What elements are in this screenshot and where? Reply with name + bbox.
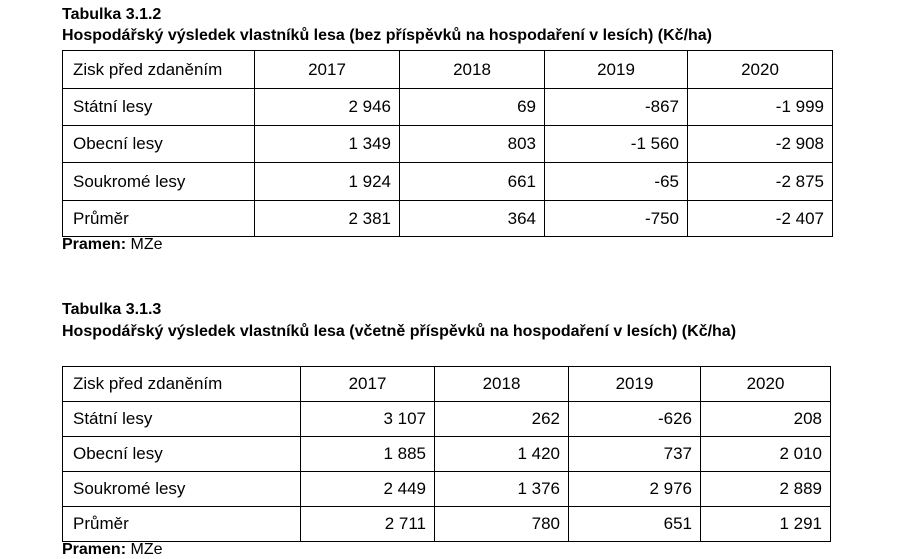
table2-header-cell: 2017: [301, 367, 435, 402]
row-label: Obecní lesy: [63, 126, 255, 163]
table-cell: -2 908: [688, 126, 833, 163]
table-row: [63, 201, 833, 237]
table1-header-cell: 2017: [255, 51, 400, 89]
table-cell: -626: [569, 402, 701, 437]
table1-title: Hospodářský výsledek vlastníků lesa (bez příspěvků na hospodaření v lesích) (Kč/ha): [62, 27, 713, 44]
row-label: Obecní lesy: [63, 437, 301, 472]
table-row: [63, 507, 831, 542]
table-cell: 3 107: [301, 402, 435, 437]
table-row: [63, 402, 831, 437]
table-cell: 1 349: [255, 126, 400, 163]
row-label: Průměr: [63, 201, 255, 237]
table-cell: 737: [569, 437, 701, 472]
table-cell: 2 381: [255, 201, 400, 237]
row-label: Soukromé lesy: [63, 472, 301, 507]
table-cell: -750: [545, 201, 688, 237]
table-cell: 803: [400, 126, 545, 163]
table-cell: -1 560: [545, 126, 688, 163]
table2-header-cell: Zisk před zdaněním: [63, 367, 301, 402]
table-cell: 1 420: [435, 437, 569, 472]
table-cell: 1 376: [435, 472, 569, 507]
table-cell: 208: [701, 402, 831, 437]
table-cell: 2 976: [569, 472, 701, 507]
table1-header-cell: 2019: [545, 51, 688, 89]
table-row: [63, 437, 831, 472]
table-cell: -1 999: [688, 89, 833, 126]
table-cell: 262: [435, 402, 569, 437]
table-cell: 364: [400, 201, 545, 237]
table2-label: Tabulka 3.1.3: [62, 301, 162, 318]
table2: [62, 366, 831, 542]
table2-header-row: [63, 367, 831, 402]
table-cell: -65: [545, 163, 688, 201]
table-cell: 1 885: [301, 437, 435, 472]
table-cell: 2 010: [701, 437, 831, 472]
row-label: Průměr: [63, 507, 301, 542]
table-cell: 780: [435, 507, 569, 542]
table-cell: 651: [569, 507, 701, 542]
row-label: Státní lesy: [63, 402, 301, 437]
table2-source: [62, 541, 162, 559]
table1-header-row: [63, 51, 833, 89]
table2-title: Hospodářský výsledek vlastníků lesa (včetně příspěvků na hospodaření v lesích) (Kč/ha): [62, 323, 737, 340]
table-cell: 2 946: [255, 89, 400, 126]
source-value: MZe: [130, 236, 163, 253]
source-label: Pramen:: [62, 236, 127, 253]
table-row: [63, 126, 833, 163]
table2-header-cell: 2019: [569, 367, 701, 402]
source-label: Pramen:: [62, 541, 127, 558]
table-row: [63, 89, 833, 126]
table-row: [63, 472, 831, 507]
table-cell: -2 875: [688, 163, 833, 201]
table-cell: 1 291: [701, 507, 831, 542]
row-label: Státní lesy: [63, 89, 255, 126]
table2-header-cell: 2020: [701, 367, 831, 402]
table1: [62, 50, 833, 237]
table-cell: 661: [400, 163, 545, 201]
source-value: MZe: [130, 541, 163, 558]
table1-header-cell: Zisk před zdaněním: [63, 51, 255, 89]
table1-header-cell: 2020: [688, 51, 833, 89]
table1-header-cell: 2018: [400, 51, 545, 89]
table-cell: 69: [400, 89, 545, 126]
row-label: Soukromé lesy: [63, 163, 255, 201]
table1-source: [62, 236, 162, 254]
table1-label: Tabulka 3.1.2: [62, 6, 162, 23]
table-row: [63, 163, 833, 201]
table-cell: -867: [545, 89, 688, 126]
table-cell: 1 924: [255, 163, 400, 201]
table-cell: 2 711: [301, 507, 435, 542]
table-cell: -2 407: [688, 201, 833, 237]
table2-header-cell: 2018: [435, 367, 569, 402]
table-cell: 2 449: [301, 472, 435, 507]
table-cell: 2 889: [701, 472, 831, 507]
